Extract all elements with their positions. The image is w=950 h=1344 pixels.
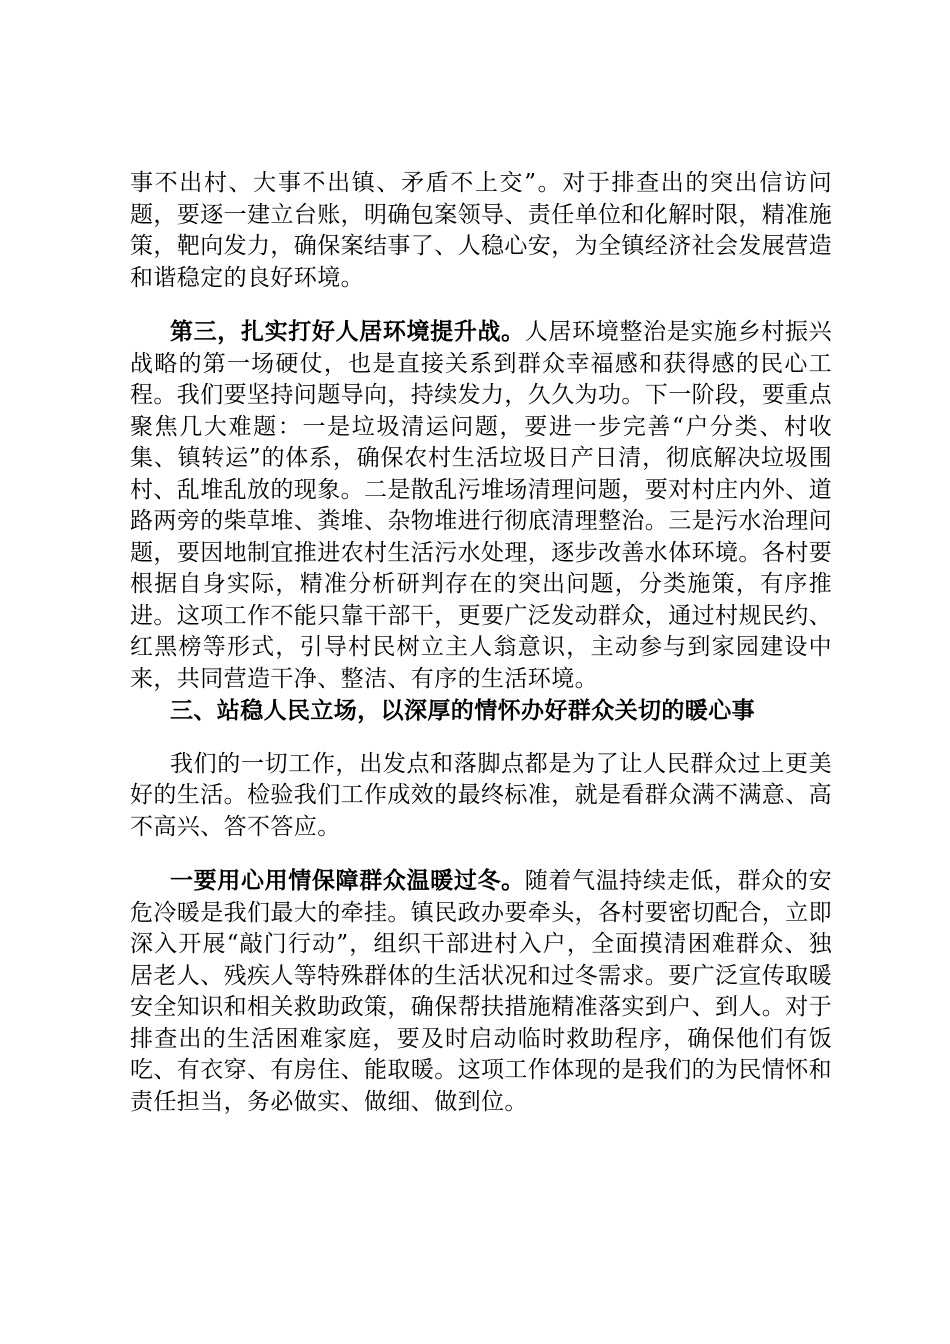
- paragraph-lead: 一要用心用情保障群众温暖过冬。: [170, 867, 525, 894]
- document-page: [130, 168, 832, 1118]
- paragraph-lead: 第三，扎实打好人居环境提升战。: [170, 318, 525, 345]
- paragraph-text: 人居环境整治是实施乡村振兴战略的第一场硬仗，也是直接关系到群众幸福感和获得感的民心工程。我们要坚持问题导向，持续发力，久久为功。下一阶段，要重点聚焦几大难题：一是垃圾清运问题，要进一步完善“户分类、村收集、镇转运”的体系，确保农村生活垃圾日产日清，彻底解决垃圾围村、乱堆乱放的现象。二是散乱污堆场清理问题，要对村庄内外、道路两旁的柴草堆、粪堆、杂物堆进行彻底清理整治。三是污水治理问题，要因地制宜推进农村生活污水处理，逐步改善水体环境。各村要根据自身实际，精准分析研判存在的突出问题，分类施策，有序推进。这项工作不能只靠干部干，更要广泛发动群众，通过村规民约、红黑榜等形式，引导村民树立主人翁意识，主动参与到家园建设中来，共同营造干净、整洁、有序的生活环境。: [130, 319, 833, 692]
- section-heading: 三、站稳人民立场，以深厚的情怀办好群众关切的暖心事: [170, 697, 755, 724]
- paragraph-petition-cases: [130, 168, 832, 294]
- paragraph-text: 事不出村、大事不出镇、矛盾不上交”。对于排查出的突出信访问题，要逐一建立台账，明确包案领导、责任单位和化解时限，精准施策，靶向发力，确保案结事了、人稳心安，为全镇经济社会发展营造和谐稳定的良好环境。: [130, 170, 832, 291]
- paragraph-text: 随着气温持续走低，群众的安危冷暖是我们最大的牵挂。镇民政办要牵头，各村要密切配合，立即深入开展“敲门行动”，组织干部进村入户，全面摸清困难群众、独居老人、残疾人等特殊群体的生活状况和过冬需求。要广泛宣传取暖安全知识和相关救助政策，确保帮扶措施精准落实到户、到人。对于排查出的生活困难家庭，要及时启动临时救助程序，确保他们有饭吃、有衣穿、有房住、能取暖。这项工作体现的是我们的为民情怀和责任担当，务必做实、做细、做到位。: [130, 868, 833, 1115]
- paragraph-living-environment: [130, 316, 832, 695]
- paragraph-warm-winter: [130, 865, 832, 1118]
- paragraph-text: 我们的一切工作，出发点和落脚点都是为了让人民群众过上更美好的生活。检验我们工作成效的最终标准，就是看群众满不满意、高不高兴、答不答应。: [130, 750, 832, 840]
- paragraph-people-stance: [130, 749, 832, 844]
